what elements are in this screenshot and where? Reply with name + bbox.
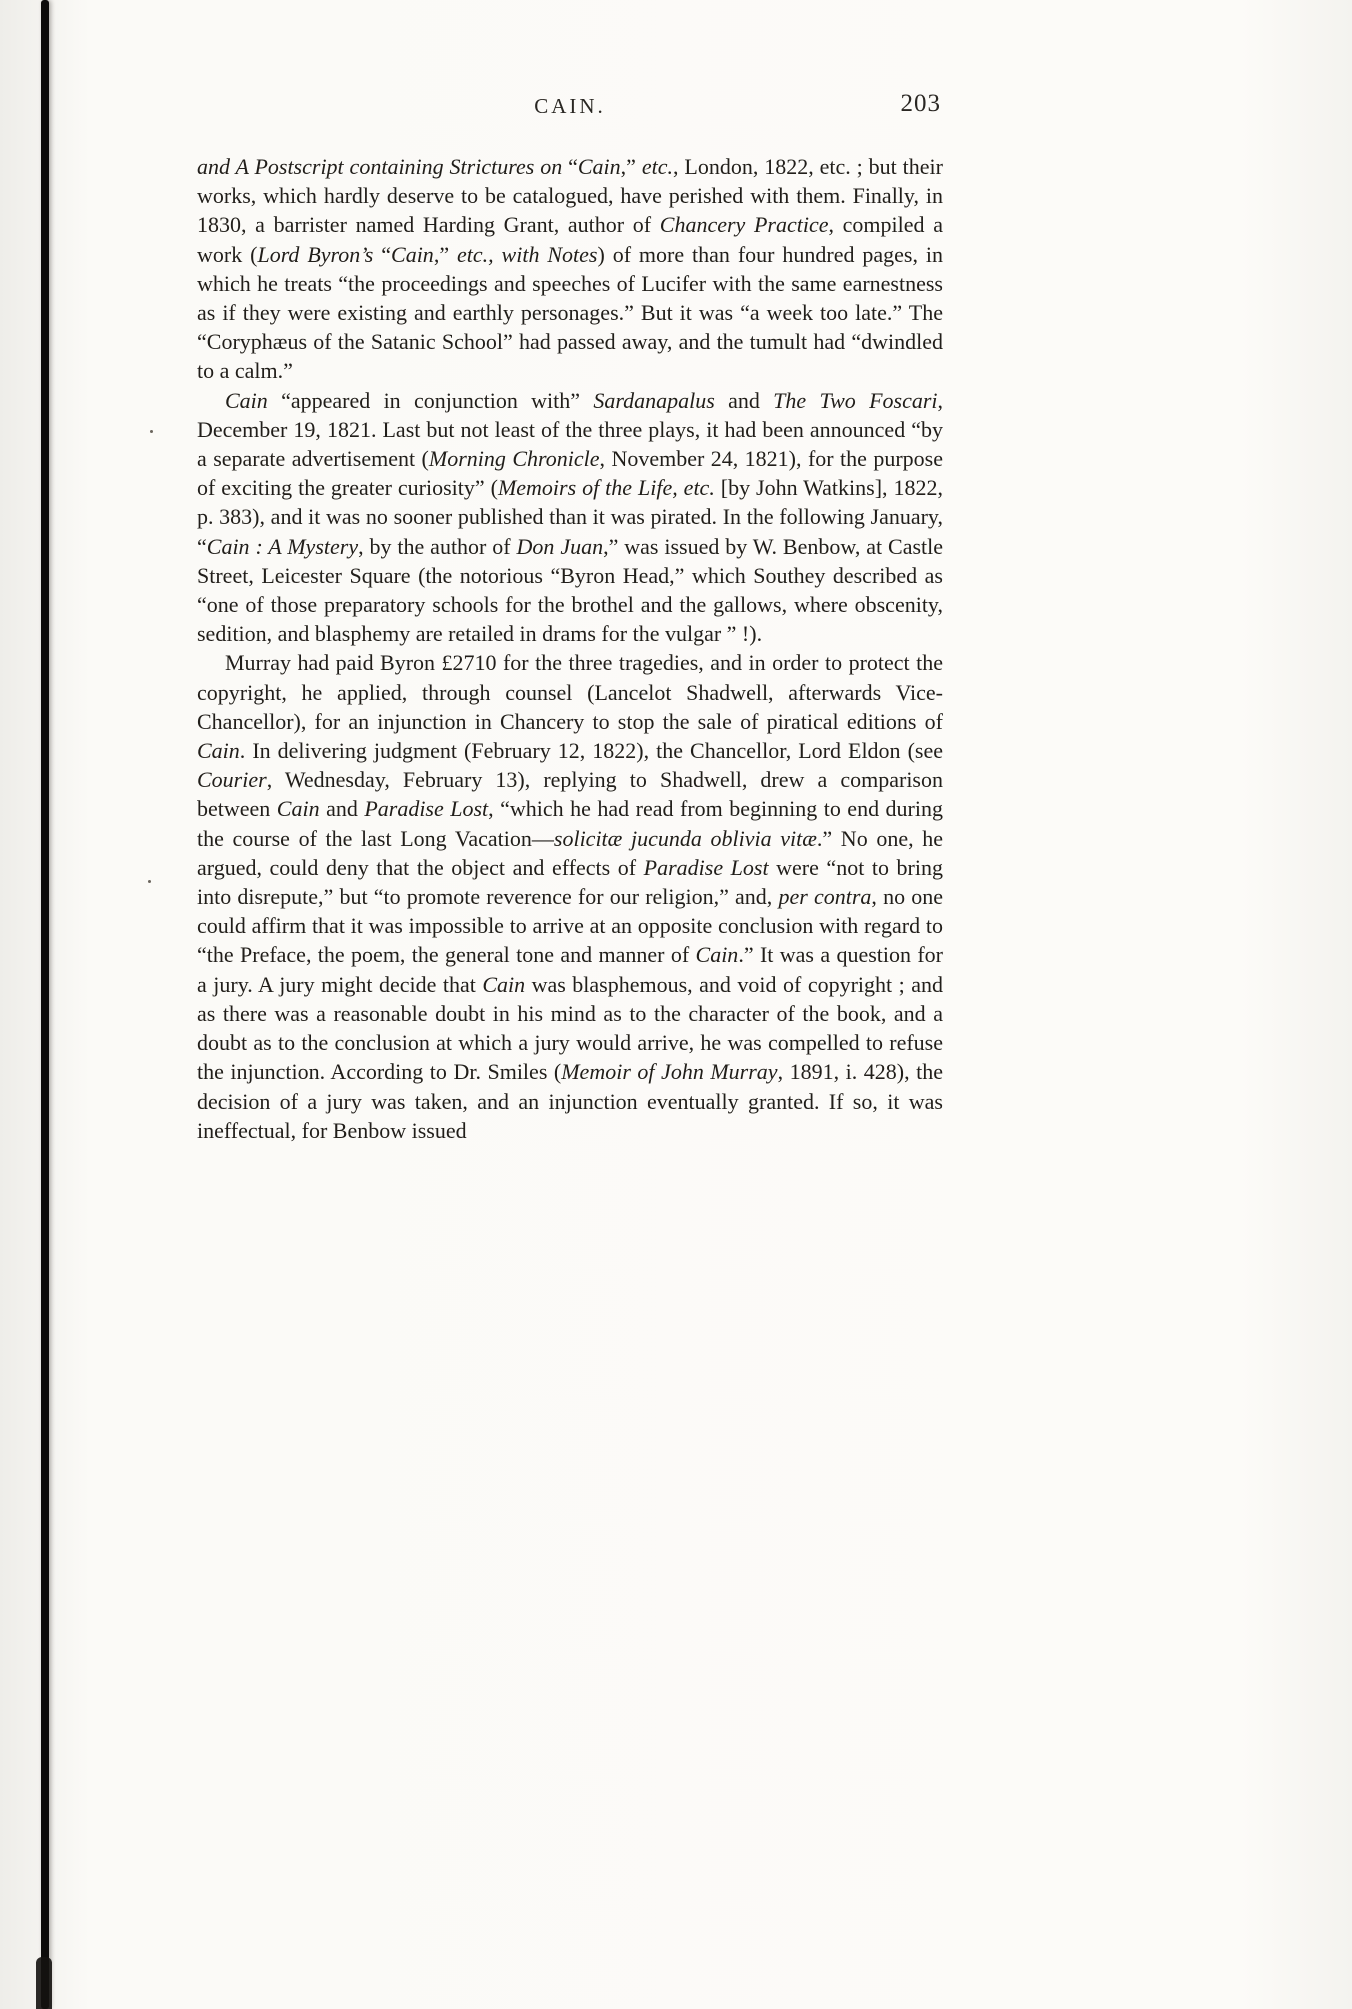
binding-smudge <box>36 1957 52 2009</box>
scan-speck <box>148 880 151 883</box>
page-title: CAIN. <box>534 94 606 118</box>
binding-shadow <box>41 0 49 2009</box>
running-head <box>197 90 943 126</box>
paragraph-injunction: Murray had paid Byron £2710 for the three tragedies, and in order to protect the copyright, he applied, through counsel (Lancelot Shadwell, afterwards Vice-Chancellor), for an injunction in Chancery to stop the sale of piratical editions of Cain. In delivering judgment (February 12, 1822), the Chancellor, Lord Eldon (see Courier, Wednesday, February 13), replying to Shadwell, drew a comparison between Cain and Paradise Lost, “which he had read from beginning to end during the course of the last Long Vacation—solicitæ jucunda oblivia vitæ.” No one, he argued, could deny that the object and effects of Paradise Lost were “not to bring into disrepute,” but “to promote reverence for our religion,” and, per contra, no one could affirm that it was impossible to arrive at an opposite conclusion with regard to “the Preface, the poem, the general tone and manner of Cain.” It was a question for a jury. A jury might decide that Cain was blasphemous, and void of copyright ; and as there was a reasonable doubt in his mind as to the character of the book, and a doubt as to the conclusion at which a jury would arrive, he was compelled to refuse the injunction. According to Dr. Smiles (Memoir of John Murray, 1891, i. 428), the decision of a jury was taken, and an injunction eventually granted. If so, it was ineffectual, for Benbow issued <box>197 650 944 1143</box>
paragraph-postscript: and A Postscript containing Strictures on “Cain,” etc., London, 1822, etc. ; but their works, which hardly deserve to be catalogued, have perished with them. Finally, in 1830, a barrister named Harding Grant, author of Chancery Practice, compiled a work (Lord Byron’s “Cain,” etc., with Notes) of more than four hundred pages, in which he treats “the proceedings and speeches of Lucifer with the same earnestness as if they were existing and earthly personages.” But it was “a week too late.” The “Coryphæus of the Satanic School” had passed away, and the tumult had “dwindled to a calm.” <box>197 154 943 384</box>
page-body <box>197 152 943 1145</box>
scan-speck <box>150 430 153 433</box>
page-number: 203 <box>900 90 941 117</box>
paragraph-publication: Cain “appeared in conjunction with” Sardanapalus and The Two Foscari, December 19, 1821. Last but not least of the three plays, it had been announced “by a separate advertisement (Morning Chronicle, November 24, 1821), for the purpose of exciting the greater curiosity” (Memoirs of the Life, etc. [by John Watkins], 1822, p. 383), and it was no sooner published than it was pirated. In the following January, “Cain : A Mystery, by the author of Don Juan,” was issued by W. Benbow, at Castle Street, Leicester Square (the notorious “Byron Head,” which Southey described as “one of those preparatory schools for the brothel and the gallows, where obscenity, sedition, and blasphemy are retailed in drams for the vulgar ” !). <box>197 387 944 647</box>
text-block <box>197 90 943 1145</box>
